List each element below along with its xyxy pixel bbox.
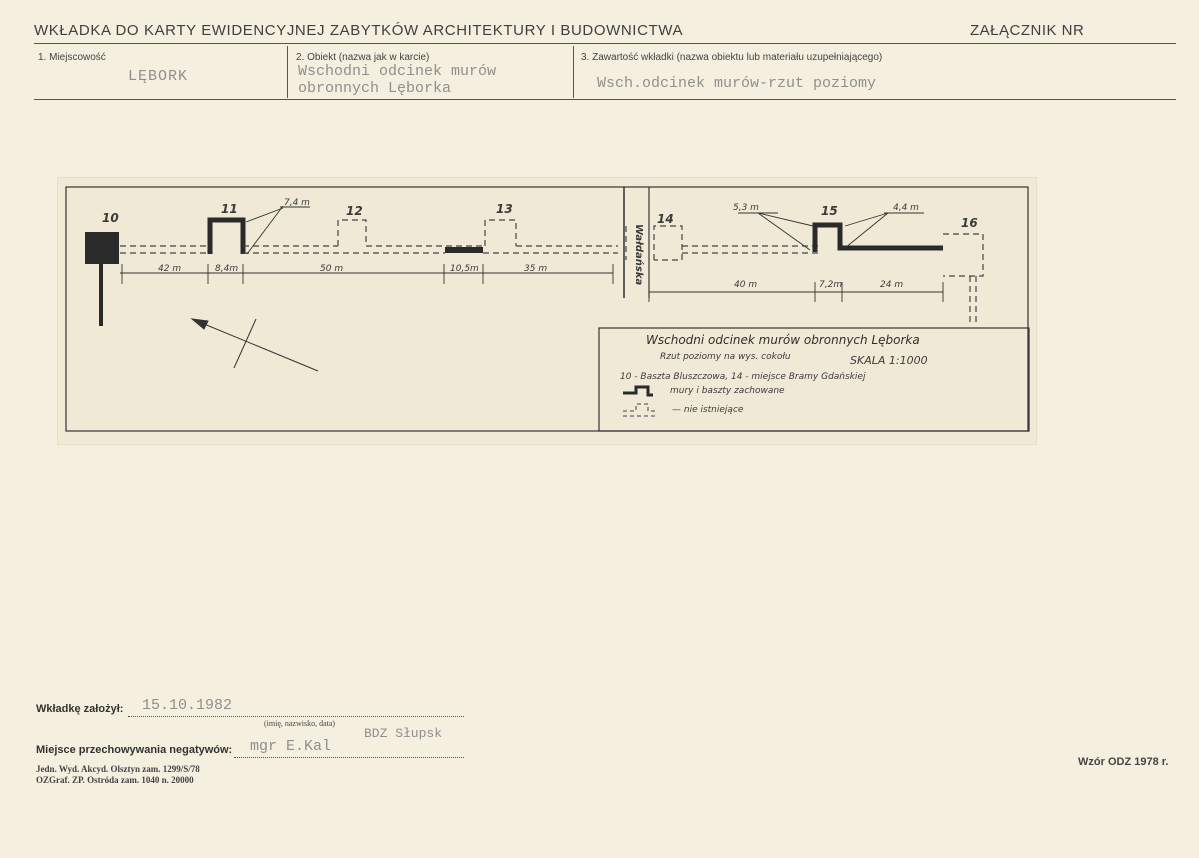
- dim-42: 42 m: [158, 264, 182, 274]
- field-divider-2: [573, 46, 574, 98]
- dim-24: 24 m: [880, 280, 904, 290]
- created-line: [128, 716, 464, 717]
- field-content-label: 3. Zawartość wkładki (nazwa obiektu lub materiału uzupełniającego): [581, 52, 883, 63]
- tower-label-11: 11: [221, 202, 238, 216]
- created-date: 15.10.1982: [142, 697, 233, 714]
- dim-5-3: 5,3 m: [733, 203, 759, 213]
- legend-note: 10 - Baszta Bluszczowa, 14 - miejsce Bramy Gdańskiej: [620, 372, 866, 382]
- tower-label-10: 10: [102, 211, 119, 225]
- printer-line-1: Jedn. Wyd. Akcyd. Olsztyn zam. 1299/S/78: [36, 764, 200, 774]
- storage-label: Miejsce przechowywania negatywów:: [36, 744, 233, 756]
- header-rule-bottom: [34, 99, 1176, 100]
- header-rule-top: [34, 43, 1176, 44]
- field-object-label: 2. Obiekt (nazwa jak w karcie): [296, 52, 430, 63]
- dim-35: 35 m: [524, 264, 548, 274]
- field-object-value-line2: obronnych Lęborka: [298, 80, 452, 97]
- dim-8-4: 8,4m: [215, 264, 239, 274]
- printer-line-2: OZGraf. ZP. Ostróda zam. 1040 n. 20000: [36, 775, 194, 785]
- tower-label-13: 13: [496, 202, 513, 216]
- tower-label-15: 15: [821, 204, 838, 218]
- legend-scale: SKALA 1:1000: [850, 354, 928, 367]
- storage-line: [234, 757, 464, 758]
- legend-missing-text: — nie istniejące: [672, 405, 744, 415]
- dim-7-2: 7,2m: [819, 280, 843, 290]
- storage-value: mgr E.Kal: [250, 738, 332, 755]
- tower-label-12: 12: [346, 204, 363, 218]
- dim-40: 40 m: [734, 280, 758, 290]
- field-divider-1: [287, 46, 288, 98]
- wall-plan-drawing: [58, 178, 1036, 444]
- legend-existing-text: mury i baszty zachowane: [670, 386, 785, 396]
- field-location-value: LĘBORK: [128, 68, 189, 85]
- template-label: Wzór ODZ 1978 r.: [1078, 756, 1169, 768]
- dim-50: 50 m: [320, 264, 344, 274]
- street-label: Wałdańska: [633, 224, 644, 286]
- form-title: WKŁADKA DO KARTY EWIDENCYJNEJ ZABYTKÓW ARCHITEKTURY I BUDOWNICTWA: [34, 22, 684, 39]
- tower-label-16: 16: [961, 216, 978, 230]
- legend-subtitle: Rzut poziomy na wys. cokołu: [660, 352, 791, 362]
- created-hint: (imię, nazwisko, data): [264, 719, 336, 728]
- dim-10-5: 10,5m: [450, 264, 479, 274]
- field-content-value: Wsch.odcinek murów-rzut poziomy: [597, 75, 877, 92]
- office-stamp: BDZ Słupsk: [364, 726, 443, 741]
- created-by-label: Wkładkę założył:: [36, 703, 124, 715]
- dim-7-4: 7,4 m: [284, 198, 310, 208]
- field-object-value-line1: Wschodni odcinek murów: [298, 63, 497, 80]
- tower-label-14: 14: [657, 212, 674, 226]
- annex-label: ZAŁĄCZNIK NR: [970, 22, 1085, 39]
- legend-title: Wschodni odcinek murów obronnych Lęborka: [646, 333, 920, 347]
- dim-4-4: 4,4 m: [893, 203, 919, 213]
- field-location-label: 1. Miejscowość: [38, 52, 106, 63]
